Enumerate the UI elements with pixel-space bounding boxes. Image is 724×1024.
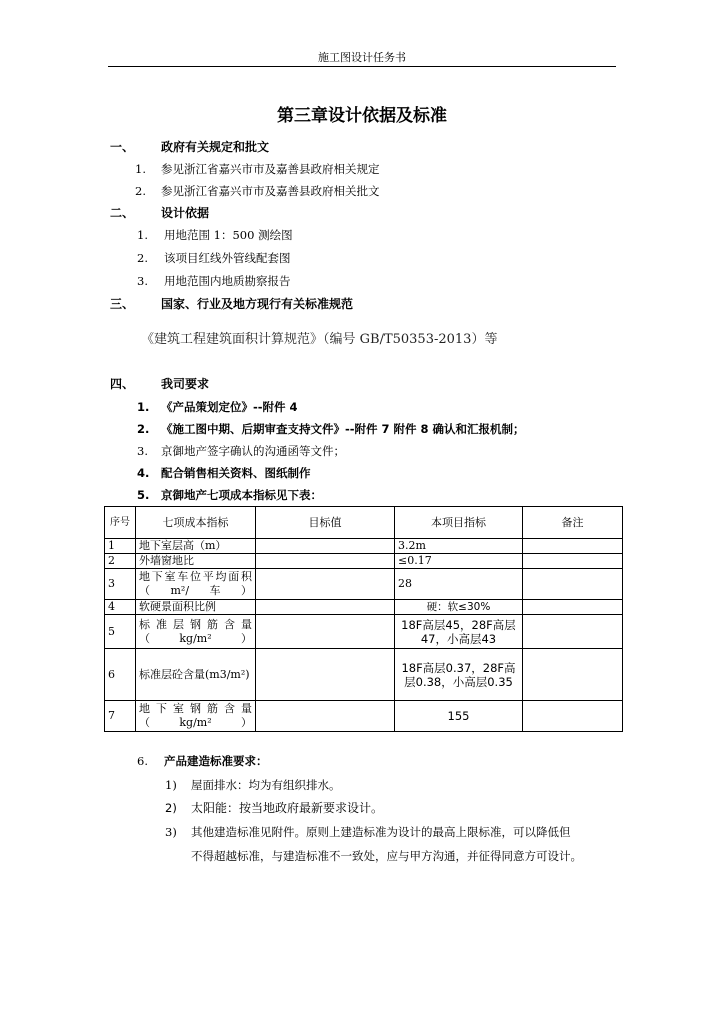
- row-note: [523, 615, 623, 649]
- section-4-title: 我司要求: [161, 377, 210, 391]
- product-standard-number: 6.: [137, 754, 148, 768]
- header-rule: [108, 66, 616, 67]
- row-target: [256, 539, 395, 554]
- table-row: [105, 569, 623, 600]
- table-header-row: [105, 507, 623, 539]
- chapter-title: 第三章设计依据及标准: [277, 106, 447, 126]
- section-4-item-1-number: 1.: [137, 400, 150, 414]
- product-standard-item-2-number: 2): [165, 801, 177, 815]
- row-target: [256, 569, 395, 600]
- section-2-item-2: 该项目红线外管线配套图: [164, 251, 291, 265]
- row-note: [523, 701, 623, 732]
- section-4-item-1: 《产品策划定位》--附件 4: [161, 400, 298, 414]
- section-4-number: 四、: [110, 377, 135, 391]
- row-indicator: 地下室层高（m）: [136, 539, 256, 554]
- section-2-item-1: 用地范围 1：500 测绘图: [164, 228, 293, 242]
- row-value: 3.2m: [395, 539, 523, 554]
- product-standard-item-2: 太阳能：按当地政府最新要求设计。: [191, 801, 384, 815]
- section-3-title: 国家、行业及地方现行有关标准规范: [161, 297, 354, 311]
- row-indicator: 软硬景面积比例: [136, 600, 256, 615]
- section-4-item-5-number: 5.: [137, 488, 150, 502]
- row-number: 7: [105, 701, 136, 732]
- row-note: [523, 554, 623, 569]
- row-value: 155: [395, 701, 523, 732]
- product-standard-item-3: 其他建造标准见附件。原则上建造标准为设计的最高上限标准，可以降低但: [191, 825, 571, 839]
- row-target: [256, 649, 395, 701]
- row-target: [256, 701, 395, 732]
- row-number: 3: [105, 569, 136, 600]
- section-3-spec: 《建筑工程建筑面积计算规范》（编号 GB/T50353-2013）等: [141, 332, 498, 347]
- table-row: [105, 649, 623, 701]
- section-1-item-2: 参见浙江省嘉兴市市及嘉善县政府相关批文: [161, 184, 380, 198]
- section-1-item-2-number: 2.: [135, 184, 146, 198]
- product-standard-item-1-number: 1): [165, 778, 177, 792]
- row-number: 4: [105, 600, 136, 615]
- row-number: 6: [105, 649, 136, 701]
- row-indicator: 标准层砼含量(m3/m²): [136, 649, 256, 701]
- table-row: [105, 539, 623, 554]
- section-4-item-3: 京御地产签字确认的沟通函等文件；: [161, 444, 345, 458]
- row-indicator: 外墙窗地比: [136, 554, 256, 569]
- row-note: [523, 539, 623, 554]
- row-value: 18F高层0.37，28F高层0.38，小高层0.35: [395, 649, 523, 701]
- section-1-title: 政府有关规定和批文: [161, 140, 270, 154]
- row-value: 18F高层45，28F高层47，小高层43: [395, 615, 523, 649]
- header-target: 目标值: [256, 507, 395, 539]
- row-target: [256, 554, 395, 569]
- row-note: [523, 600, 623, 615]
- row-note: [523, 649, 623, 701]
- section-4-item-4: 配合销售相关资料、图纸制作: [161, 466, 311, 480]
- header-seq: 序号: [105, 507, 136, 539]
- section-2-title: 设计依据: [161, 206, 210, 220]
- section-2-item-1-number: 1.: [137, 228, 148, 242]
- cost-indicator-table: [104, 506, 623, 732]
- product-standard-item-3-continuation: 不得超越标准，与建造标准不一致处，应与甲方沟通，并征得同意方可设计。: [191, 849, 582, 863]
- header-indicator: 七项成本指标: [136, 507, 256, 539]
- section-4-item-2-number: 2.: [137, 422, 150, 436]
- product-standard-item-3-number: 3): [165, 825, 177, 839]
- row-number: 2: [105, 554, 136, 569]
- row-number: 5: [105, 615, 136, 649]
- row-indicator: 地下室钢筋含量（kg/m²）: [136, 701, 256, 732]
- row-value: 28: [395, 569, 523, 600]
- row-indicator: 地下室车位平均面积（m²/车）: [136, 569, 256, 600]
- row-indicator: 标准层钢筋含量（kg/m²）: [136, 615, 256, 649]
- section-4-item-2: 《施工图中期、后期审查支持文件》--附件 7 附件 8 确认和汇报机制；: [161, 422, 525, 436]
- row-value: ≤0.17: [395, 554, 523, 569]
- row-note: [523, 569, 623, 600]
- section-4-item-4-number: 4.: [137, 466, 150, 480]
- header-note: 备注: [523, 507, 623, 539]
- product-standard-item-1: 屋面排水：均为有组织排水。: [191, 778, 341, 792]
- row-target: [256, 600, 395, 615]
- header-project-value: 本项目指标: [395, 507, 523, 539]
- section-1-number: 一、: [110, 140, 135, 154]
- row-target: [256, 615, 395, 649]
- table-row: [105, 615, 623, 649]
- section-1-item-1-number: 1.: [135, 162, 146, 176]
- section-2-item-2-number: 2.: [137, 251, 148, 265]
- product-standard-title: 产品建造标准要求：: [164, 754, 268, 768]
- section-2-item-3: 用地范围内地质勘察报告: [164, 274, 291, 288]
- table-row: [105, 701, 623, 732]
- section-1-item-1: 参见浙江省嘉兴市市及嘉善县政府相关规定: [161, 162, 380, 176]
- section-4-item-3-number: 3.: [137, 444, 148, 458]
- section-4-item-5: 京御地产七项成本指标见下表：: [161, 488, 322, 502]
- section-2-item-3-number: 3.: [137, 274, 148, 288]
- row-number: 1: [105, 539, 136, 554]
- table-row: [105, 554, 623, 569]
- page-header: 施工图设计任务书: [318, 51, 406, 64]
- row-value: 硬：软≤30%: [395, 600, 523, 615]
- table-row: [105, 600, 623, 615]
- section-2-number: 二、: [110, 206, 135, 220]
- section-3-number: 三、: [110, 297, 135, 311]
